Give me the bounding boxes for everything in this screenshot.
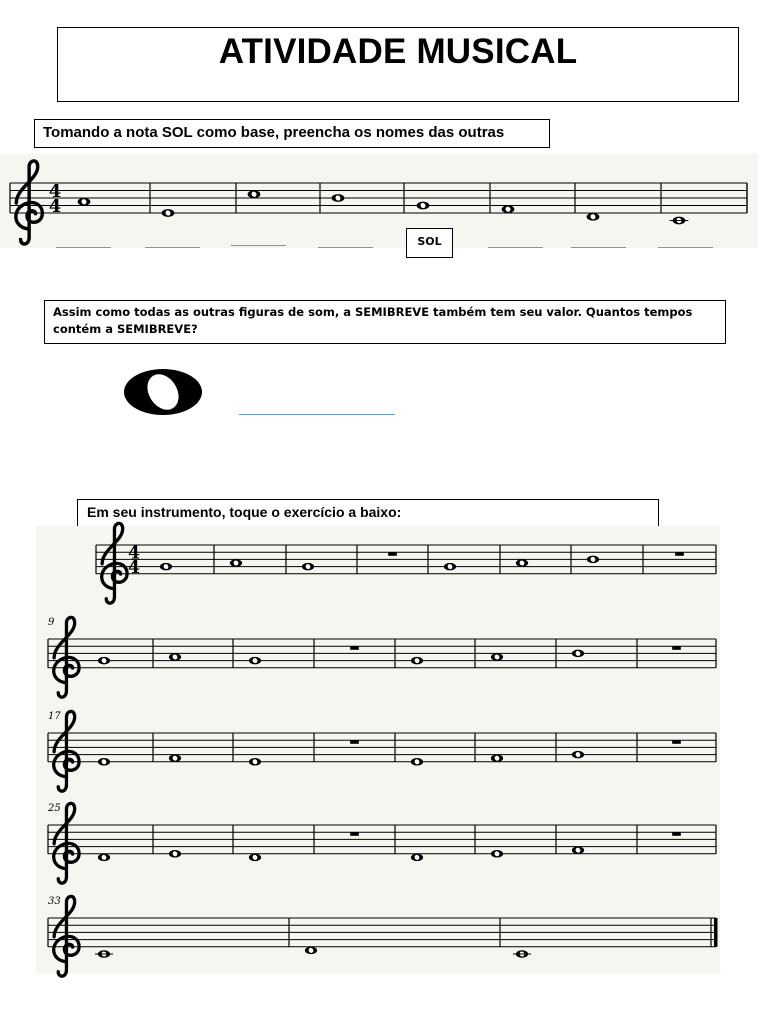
answer-sol-text: SOL (417, 235, 442, 248)
measure-number: 25 (48, 803, 61, 814)
question-3-text: Em seu instrumento, toque o exercício a baixo: (87, 504, 402, 520)
whole-note (169, 754, 181, 761)
measure-number: 17 (48, 711, 61, 722)
time-signature-top: 4 (127, 543, 141, 564)
clef-stroke (54, 803, 79, 883)
question-1-text: Tomando a nota SOL como base, preencha os nomes das outras (43, 124, 505, 141)
whole-note (444, 563, 456, 570)
whole-rest (675, 552, 684, 556)
page-title: ATIVIDADE MUSICAL (218, 32, 578, 71)
whole-rest (672, 740, 681, 744)
whole-note (491, 850, 503, 857)
time-signature-top: 4 (48, 181, 62, 202)
whole-rest (672, 646, 681, 650)
whole-note (491, 754, 503, 761)
clef-stroke (54, 617, 79, 697)
time-signature-bottom: 4 (127, 557, 141, 578)
measure-number: 33 (48, 896, 61, 907)
treble-clef-icon (54, 711, 79, 791)
whole-note (95, 950, 113, 957)
whole-note (160, 563, 172, 570)
whole-note (98, 758, 110, 765)
whole-note (169, 850, 181, 857)
whole-note (230, 559, 242, 566)
clef-stroke (102, 523, 127, 603)
clef-stroke (54, 896, 79, 976)
whole-rest (350, 832, 359, 836)
treble-clef-icon (54, 896, 79, 976)
treble-clef-icon (54, 617, 79, 697)
time-signature-bottom: 4 (48, 196, 62, 217)
whole-rest (350, 646, 359, 650)
whole-note (249, 758, 261, 765)
whole-note (169, 653, 181, 660)
whole-note (572, 846, 584, 853)
clef-stroke (54, 711, 79, 791)
whole-rest (350, 740, 359, 744)
whole-note (98, 657, 110, 664)
treble-clef-icon (54, 803, 79, 883)
whole-note (516, 559, 528, 566)
whole-note (305, 947, 317, 954)
whole-note (491, 653, 503, 660)
whole-note (572, 650, 584, 657)
whole-note (587, 556, 599, 563)
whole-note (249, 854, 261, 861)
whole-rest (672, 832, 681, 836)
whole-note (572, 751, 584, 758)
final-bar-line (714, 918, 718, 947)
whole-rest (388, 552, 397, 556)
whole-note (302, 563, 314, 570)
whole-note (411, 657, 423, 664)
measure-number: 9 (48, 617, 55, 628)
treble-clef-icon (102, 523, 127, 603)
whole-note (411, 758, 423, 765)
question-2-text: Assim como todas as outras figuras de som, a SEMIBREVE também tem seu valor. Quantos tempos contém a SEMIBREVE? (53, 305, 693, 336)
whole-note (513, 950, 531, 957)
whole-note (249, 657, 261, 664)
whole-note (411, 854, 423, 861)
whole-note (98, 854, 110, 861)
